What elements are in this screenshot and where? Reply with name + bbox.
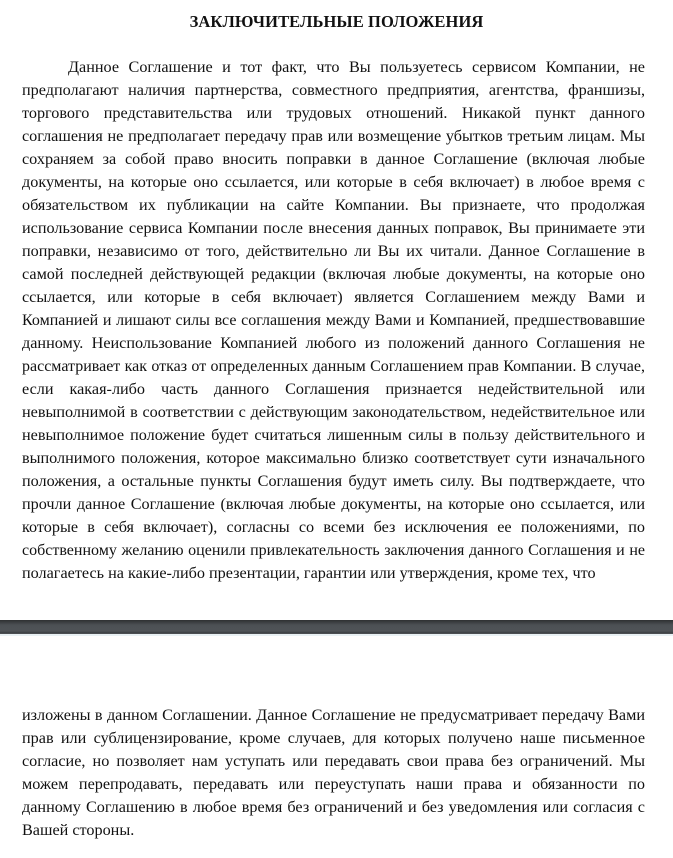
text-line: невыполнимое положение будет считаться лишенным силы в пользу действительного и <box>22 426 645 444</box>
text-line: которые в себя включает), согласны со всеми без исключения ее положениями, по <box>22 518 645 536</box>
paragraph-body-page-1 <box>22 56 645 585</box>
document-page-2 <box>0 636 673 858</box>
text-line: торгового представительства или трудовых отношений. Никакой пункт данного <box>22 104 645 122</box>
text-line: документы, на которые оно ссылается, или которые в себя включает) в любое время с <box>22 173 645 191</box>
text-line: можем перепродавать, передавать или переуступать наши права и обязанности по <box>22 775 645 793</box>
text-line: данному Соглашению в любое время без ограничений и без уведомления или согласия с <box>22 798 645 816</box>
text-line: прав или сублицензирование, кроме случаев, для которых получено наше письменное <box>22 729 645 747</box>
text-line: согласие, но позволяет нам уступать или передавать свои права без ограничений. Мы <box>22 752 645 770</box>
text-line: предполагают наличия партнерства, совместного предприятия, агентства, франшизы, <box>22 81 645 99</box>
text-line: обязательством их публикации на сайте Компании. Вы признаете, что продолжая <box>22 196 645 214</box>
text-line: Компанией и лишают силы все соглашения между Вами и Компанией, предшествовавшие <box>22 312 645 329</box>
text-line: ссылается, или которые в себя включает) является Соглашением между Вами и <box>22 288 645 306</box>
text-line: поправки, независимо от того, действительно ли Вы их читали. Данное Соглашение в <box>22 242 645 260</box>
text-line: если какая-либо часть данного Соглашения признается недействительной или <box>22 380 645 398</box>
text-line: прочли данное Соглашение (включая любые документы, на которые оно ссылается, или <box>22 495 645 513</box>
text-line: Данное Соглашение и тот факт, что Вы пользуетесь сервисом Компании, не <box>68 58 645 76</box>
text-line: Вашей стороны. <box>22 821 135 839</box>
text-line: невыполнимой в соответствии с действующим законодательством, недействительное или <box>22 403 645 421</box>
text-line: выполнимого положения, которое максимально близко соответствует сути изначального <box>22 449 645 467</box>
text-line: рассматривает как отказ от определенных данным Соглашением прав Компании. В случае, <box>22 358 645 375</box>
text-line: данному. Неиспользование Компанией любого из положений данного Соглашения не <box>22 334 645 352</box>
text-line: полагаетесь на какие-либо презентации, гарантии или утверждения, кроме тех, что <box>22 564 596 582</box>
text-line: собственному желанию оценили привлекательность заключения данного Соглашения и не <box>22 542 645 559</box>
text-line: изложены в данном Соглашении. Данное Соглашение не предусматривает передачу Вами <box>22 706 645 724</box>
text-line: самой последней действующей редакции (включая любые документы, на которые оно <box>22 265 645 283</box>
section-title: ЗАКЛЮЧИТЕЛЬНЫЕ ПОЛОЖЕНИЯ <box>189 12 484 31</box>
text-line: сохраняем за собой право вносить поправки в данное Соглашение (включая любые <box>22 150 645 168</box>
paragraph-body-page-2 <box>22 704 645 842</box>
text-line: соглашения не предполагает передачу прав или возмещение убытков третьим лицам. Мы <box>22 127 645 145</box>
page-separator <box>0 620 673 634</box>
text-line: положения, а остальные пункты Соглашения будут иметь силу. Вы подтверждаете, что <box>22 472 645 490</box>
text-line: использование сервиса Компании после внесения данных поправок, Вы принимаете эти <box>22 219 645 237</box>
